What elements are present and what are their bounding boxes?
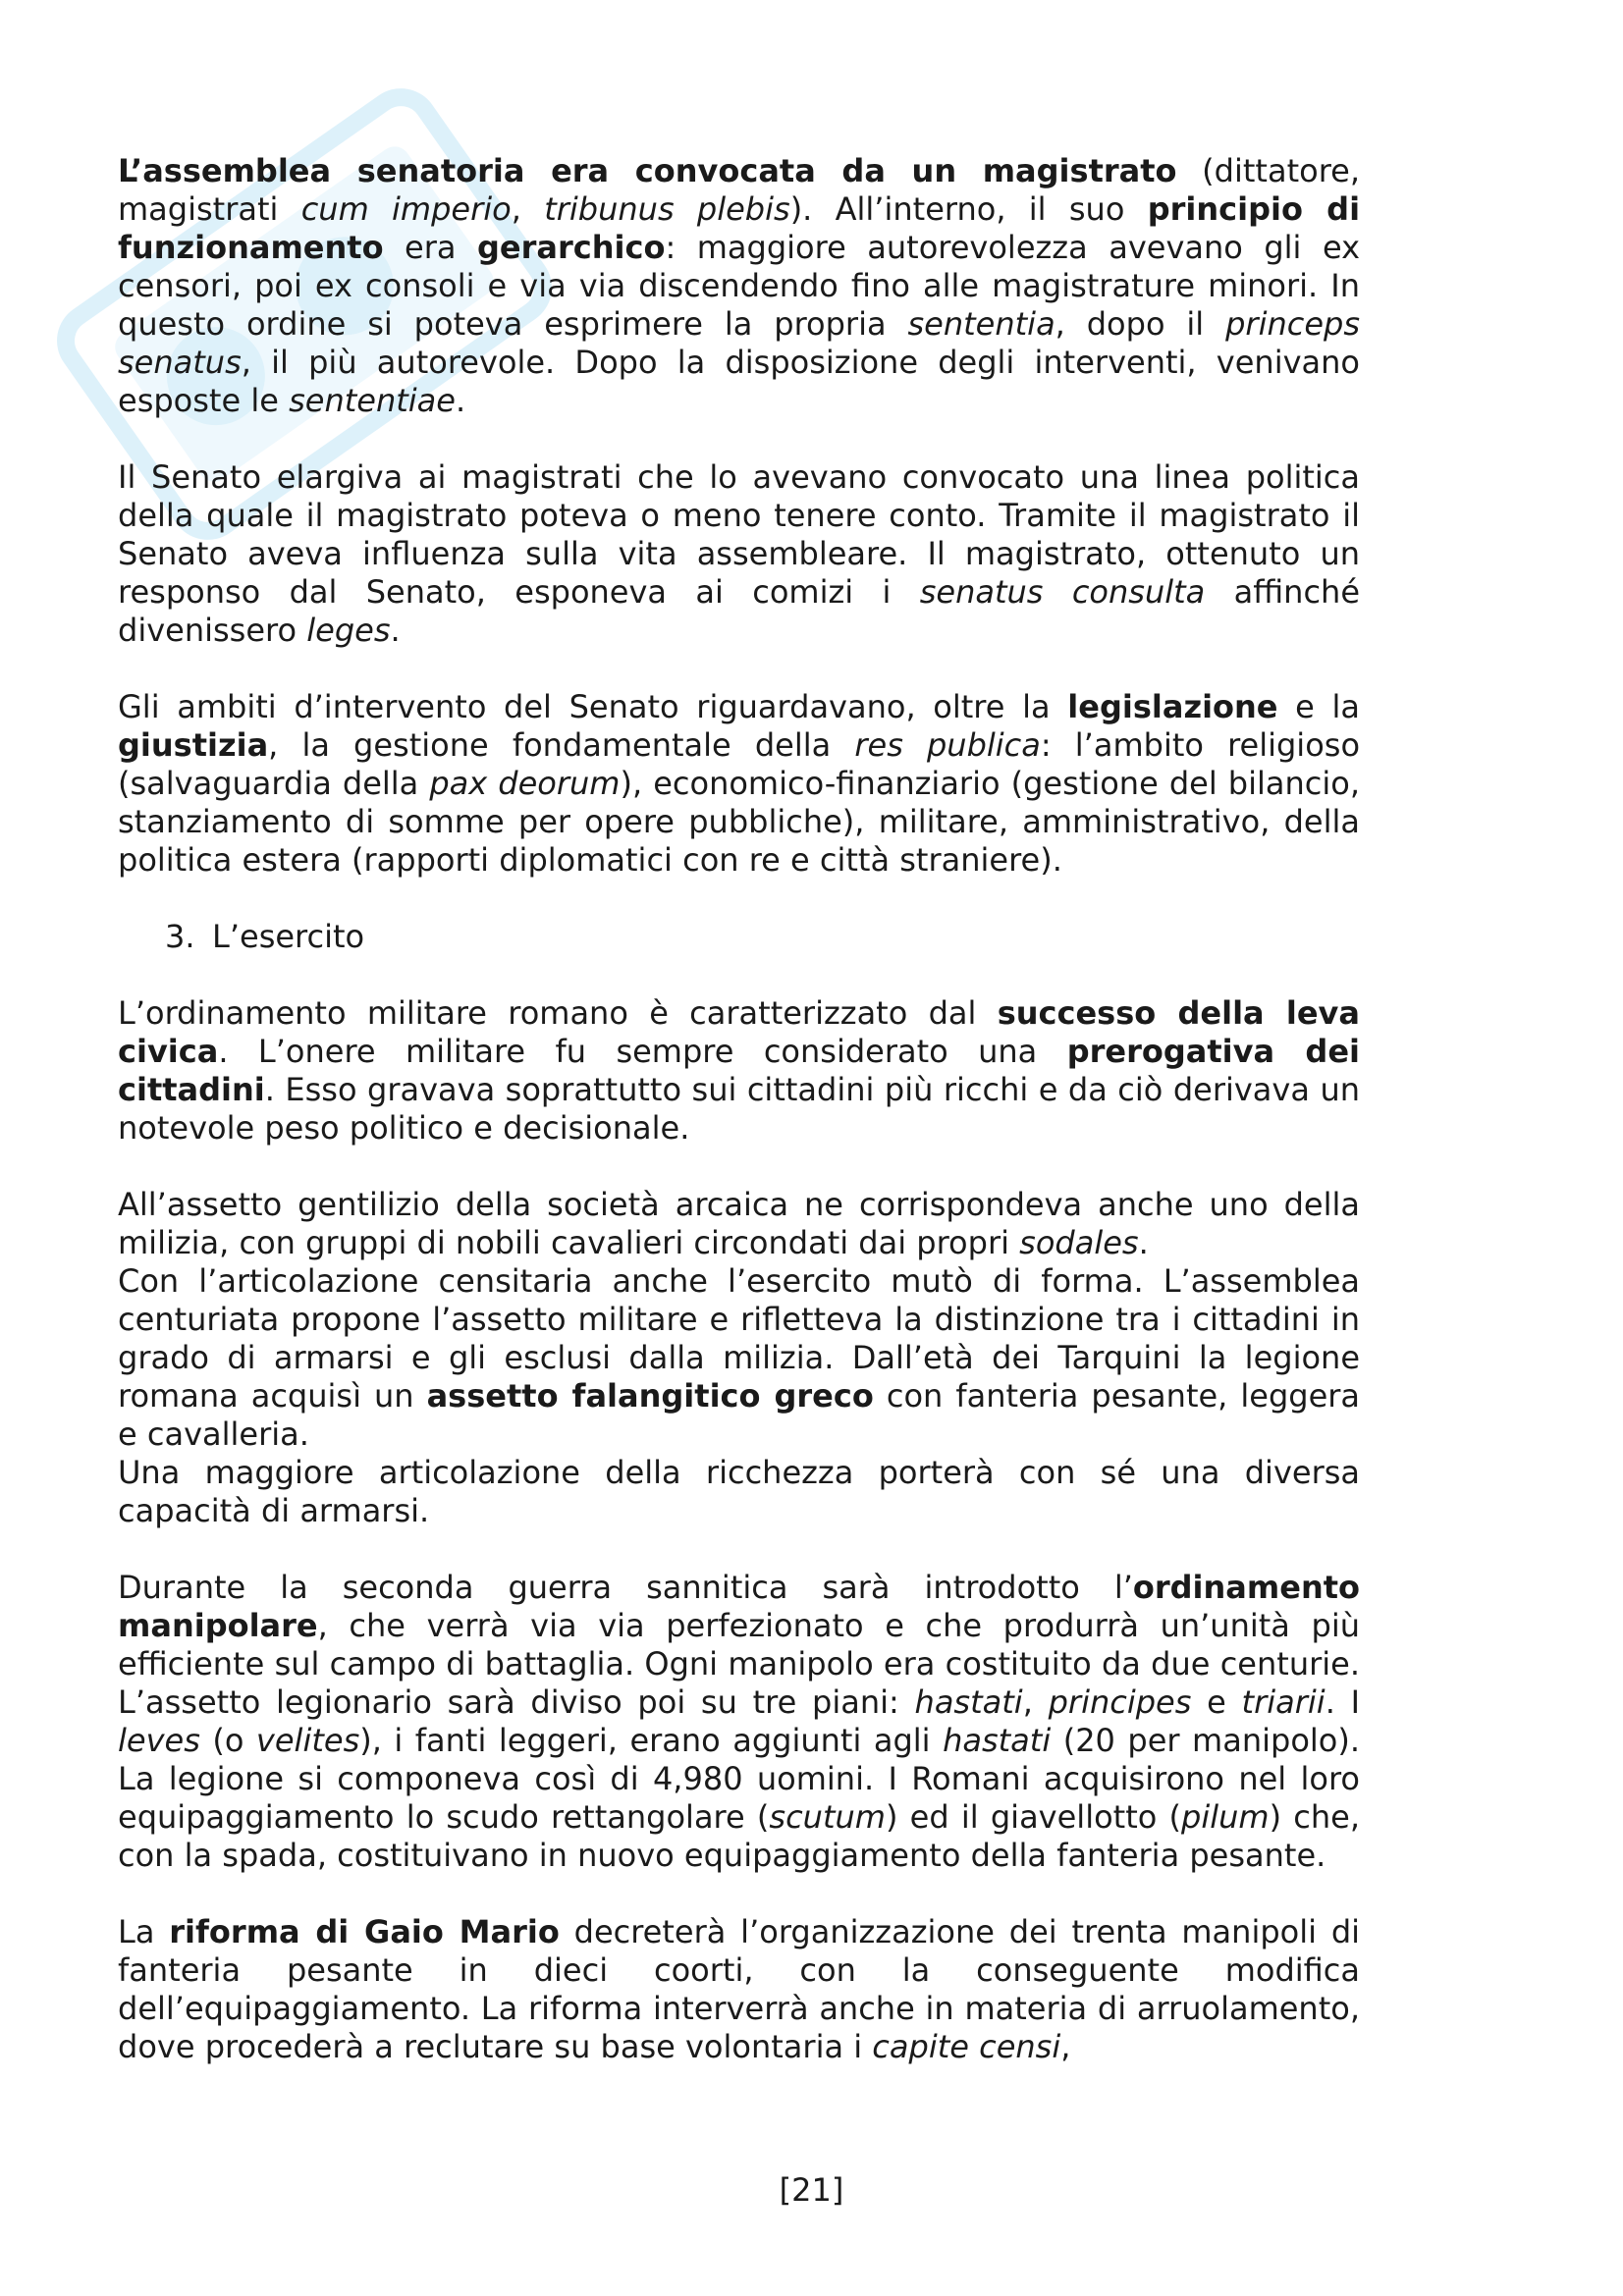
paragraph-census-army: Con l’articolazione censitaria anche l’esercito mutò di forma. L’assemblea centuriata propone l’assetto militare e rifletteva la distinzione tra i cittadini in grado di armarsi e gli esclusi dalla milizia. Dall’età dei Tarquini la legione romana acquisì un assetto falangitico greco con fanteria pesante, leggera e cavalleria.: [118, 1262, 1361, 1453]
page-number: [21]: [779, 2171, 844, 2209]
paragraph-manipular-order: Durante la seconda guerra sannitica sarà introdotto l’ordinamento manipolare, che verrà via via perfezionato e che produrrà un’unità più efficiente sul campo di battaglia. Ogni manipolo era costituito da due centurie. L’assetto legionario sarà diviso poi su tre piani: hastati, principes e triarii. I leves (o velites), i fanti leggeri, erano aggiunti agli hastati (20 per manipolo). La legione si componeva così di 4,980 uomini. I Romani acquisirono nel loro equipaggiamento lo scudo rettangolare (scutum) ed il giavellotto (pilum) che, con la spada, costituivano in nuovo equipaggiamento della fanteria pesante.: [118, 1569, 1361, 1874]
section-number: 3.: [165, 918, 195, 955]
paragraph-senate-assembly: L’assemblea senatoria era convocata da un magistrato (dittatore, magistrati cum imperio, tribunus plebis). All’interno, il suo principio di funzionamento era gerarchico: maggiore autorevolezza avevano gli ex censori, poi ex consoli e via via discendendo fino alle magistrature minori. In questo ordine si poteva esprimere la propria sententia, dopo il princeps senatus, il più autorevole. Dopo la disposizione degli interventi, venivano esposte le sententiae.: [118, 152, 1361, 419]
section-title: L’esercito: [212, 918, 365, 955]
paragraph-military-order: L’ordinamento militare romano è caratterizzato dal successo della leva civica. L’onere militare fu sempre considerato una prerogativa dei cittadini. Esso gravava soprattutto sui cittadini più ricchi e da ciò derivava un notevole peso politico e decisionale.: [118, 994, 1361, 1147]
paragraph-gentilician-militia: All’assetto gentilizio della società arcaica ne corrispondeva anche uno della milizia, con gruppi di nobili cavalieri circondati dai propri sodales.: [118, 1186, 1360, 1261]
paragraph-wealth-arms: Una maggiore articolazione della ricchezza porterà con sé una diversa capacità di armarsi.: [118, 1454, 1360, 1529]
paragraph-senate-scope: Gli ambiti d’intervento del Senato riguardavano, oltre la legislazione e la giustizia, la gestione fondamentale della res publica: l’ambito religioso (salvaguardia della pax deorum), economico-finanziario (gestione del bilancio, stanziamento di somme per opere pubbliche), militare, amministrativo, della politica estera (rapporti diplomatici con re e città straniere).: [118, 688, 1361, 879]
section-heading: [118, 918, 1360, 956]
document-body: [118, 152, 1360, 2066]
paragraph-marius-reform: La riforma di Gaio Mario decreterà l’organizzazione dei trenta manipoli di fanteria pesante in dieci coorti, con la conseguente modifica dell’equipaggiamento. La riforma interverrà anche in materia di arruolamento, dove procederà a reclutare su base volontaria i capite censi,: [118, 1913, 1361, 2065]
paragraph-senate-influence: Il Senato elargiva ai magistrati che lo avevano convocato una linea politica della quale il magistrato poteva o meno tenere conto. Tramite il magistrato il Senato aveva influenza sulla vita assembleare. Il magistrato, ottenuto un responso dal Senato, esponeva ai comizi i senatus consulta affinché divenissero leges.: [118, 458, 1360, 649]
